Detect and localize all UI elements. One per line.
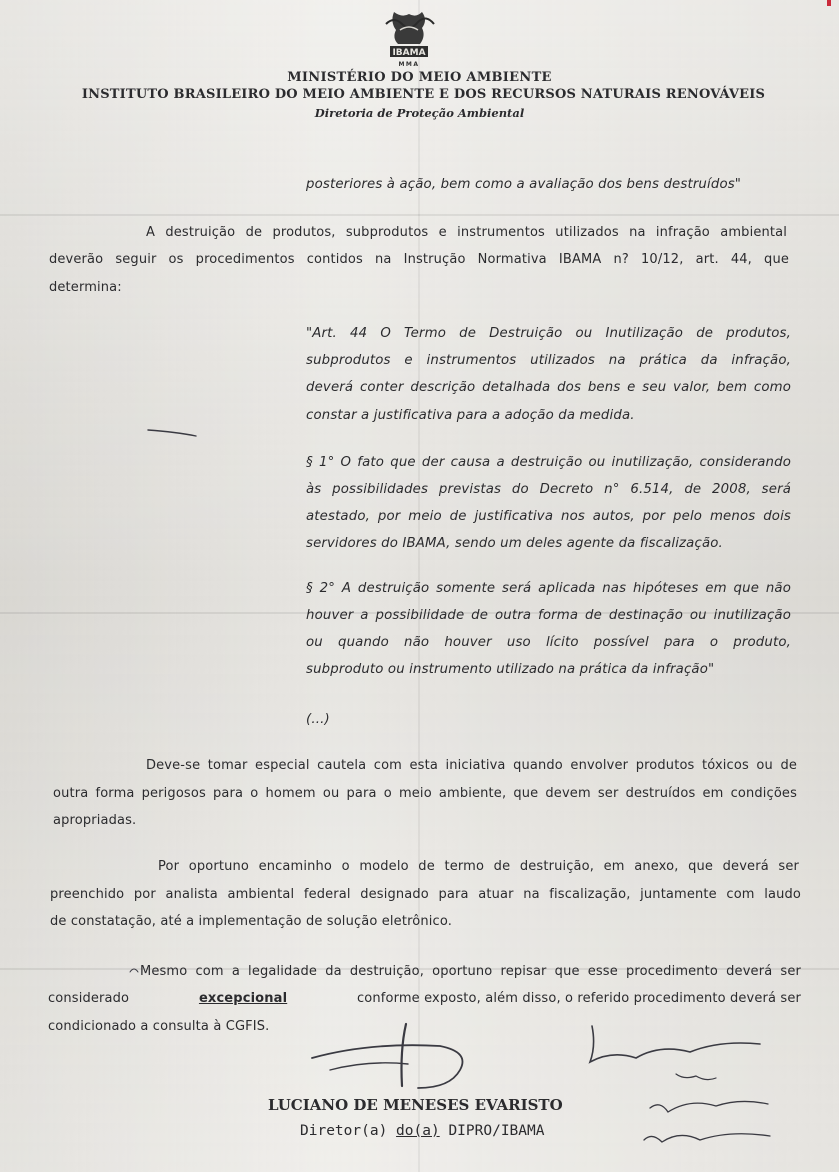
ellipsis: (...)	[306, 712, 330, 727]
paragraph-line: Por oportuno encaminho o modelo de termo de destruição, em anexo, que deverá ser	[158, 859, 799, 874]
quote-line: deverá conter descrição detalhada dos bens e seu valor, bem como	[306, 380, 791, 395]
logo-text: IBAMA	[392, 48, 426, 58]
quote-line: § 2° A destruição somente será aplicada nas hipóteses em que não	[306, 581, 791, 596]
paragraph-line: Deve-se tomar especial cautela com esta iniciativa quando envolver produtos tóxicos ou de	[146, 758, 797, 773]
paragraph-line: outra forma perigosos para o homem ou para o meio ambiente, que devem ser destruídos em condições	[53, 786, 797, 801]
quote-line: servidores do IBAMA, sendo um deles agente da fiscalização.	[306, 536, 723, 551]
directorate-title: Diretoria de Proteção Ambiental	[314, 106, 525, 120]
quote-closing-line: posteriores à ação, bem como a avaliação dos bens destruídos"	[306, 177, 742, 192]
paragraph-line: preenchido por analista ambiental federal designado para atuar na fiscalização, juntamente com laudo	[50, 887, 801, 902]
role-text: Diretor(a)	[300, 1123, 388, 1139]
paragraph-line: deverão seguir os procedimentos contidos na Instrução Normativa IBAMA n? 10/12, art. 44, que	[49, 252, 789, 267]
paragraph-line: A destruição de produtos, subprodutos e instrumentos utilizados na infração ambiental	[146, 225, 787, 240]
role-text: DIPRO/IBAMA	[448, 1123, 545, 1139]
quote-line: ou quando não houver uso lícito possível para o produto,	[306, 635, 791, 650]
quote-line: "Art. 44 O Termo de Destruição ou Inutilização de produtos,	[306, 326, 791, 341]
paragraph-line: de constatação, até a implementação de solução eletrônico.	[50, 914, 452, 929]
signatory-role	[300, 1123, 544, 1139]
quote-line: subproduto ou instrumento utilizado na prática da infração"	[306, 662, 715, 677]
paragraph-text: considerado	[48, 991, 130, 1006]
logo-subtext: MMA	[398, 61, 420, 68]
emphasized-word: excepcional	[198, 991, 288, 1006]
role-text: do(a)	[396, 1123, 440, 1139]
paragraph-text: conforme exposto, além disso, o referido procedimento deverá ser	[356, 991, 801, 1006]
quote-line: atestado, por meio de justificativa nos autos, por pelo menos dois	[306, 509, 791, 524]
institute-title: INSTITUTO BRASILEIRO DO MEIO AMBIENTE E DOS RECURSOS NATURAIS RENOVÁVEIS	[81, 87, 766, 102]
ministry-title: MINISTÉRIO DO MEIO AMBIENTE	[287, 70, 552, 85]
signatory-name: LUCIANO DE MENESES EVARISTO	[268, 1096, 563, 1114]
quote-line: às possibilidades previstas do Decreto n° 6.514, de 2008, será	[306, 482, 791, 497]
quote-line: subprodutos e instrumentos utilizados na prática da infração,	[306, 353, 791, 368]
quote-line: houver a possibilidade de outra forma de destinação ou inutilização	[306, 608, 791, 623]
paragraph-line: condicionado a consulta à CGFIS.	[48, 1019, 270, 1034]
quote-line: constar a justificativa para a adoção da medida.	[306, 408, 635, 423]
paragraph-line: Mesmo com a legalidade da destruição, oportuno repisar que esse procedimento deverá ser	[140, 964, 801, 979]
paragraph-line: apropriadas.	[53, 813, 137, 828]
quote-line: § 1° O fato que der causa a destruição ou inutilização, considerando	[306, 455, 791, 470]
paragraph-line: determina:	[49, 280, 122, 295]
